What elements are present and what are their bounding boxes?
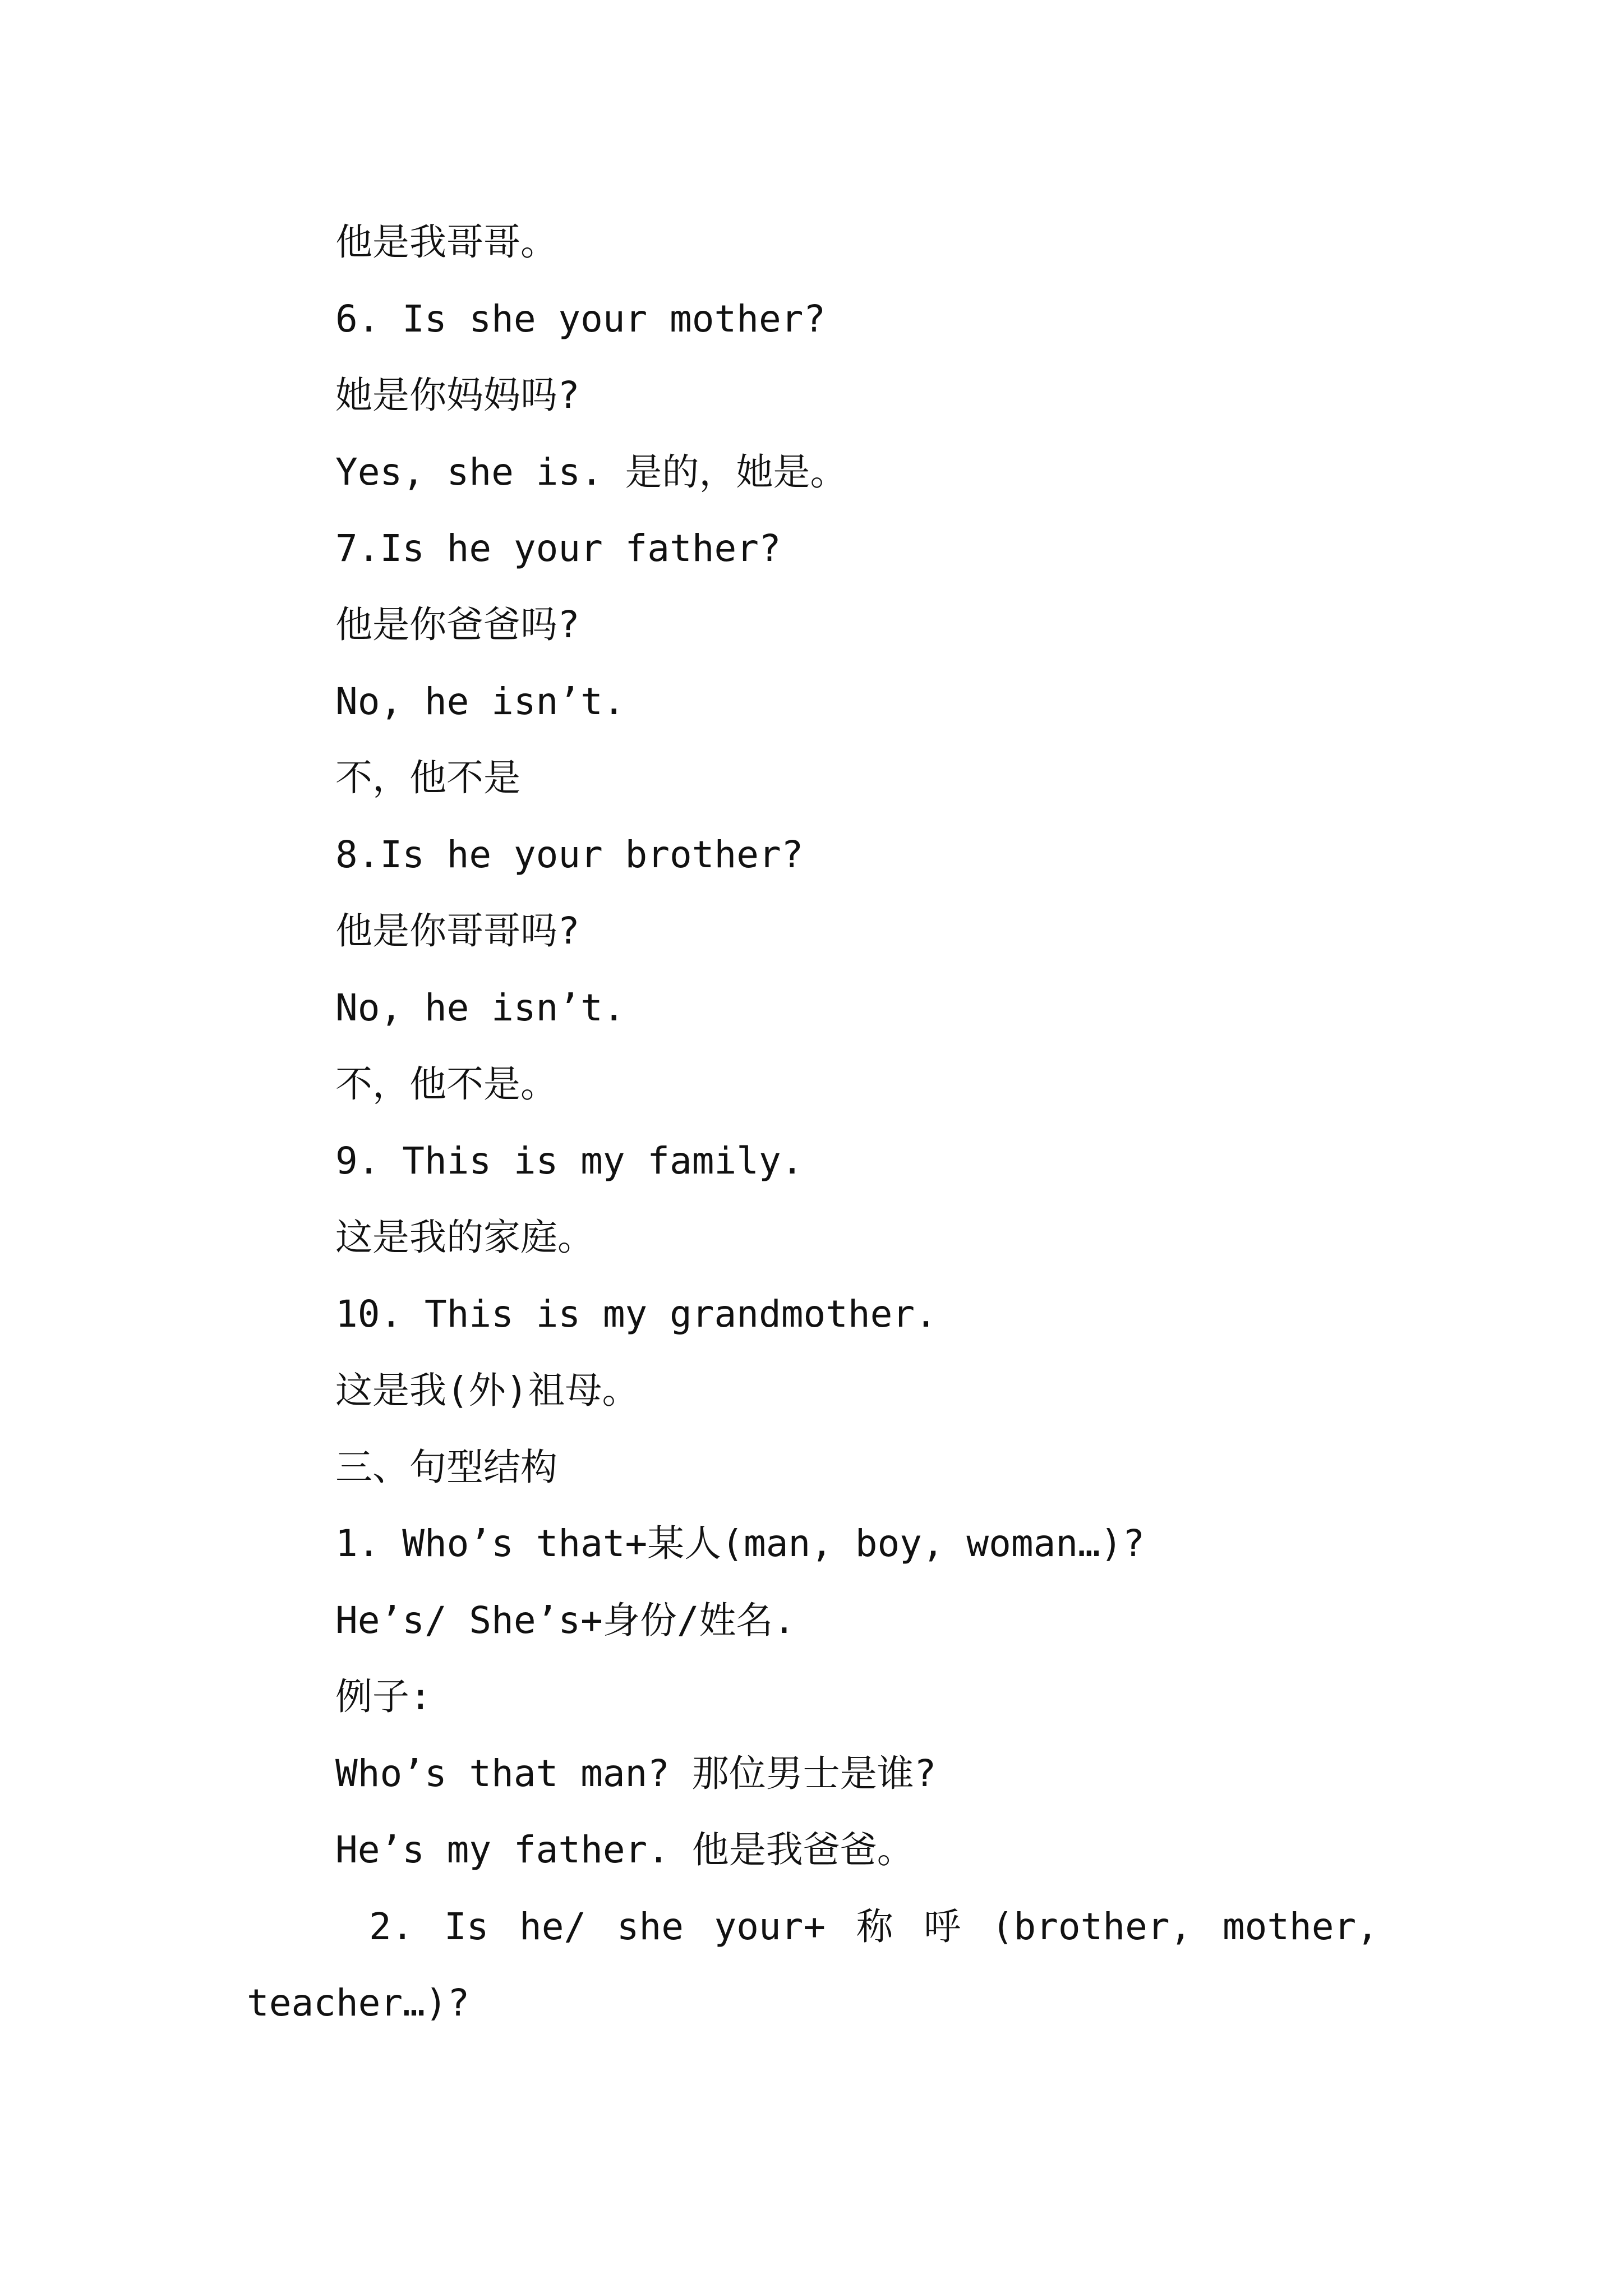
text-line: 6. Is she your mother? — [335, 297, 826, 341]
text-line: 这是我(外)祖母。 — [335, 1369, 639, 1412]
text-word: he/ — [519, 1905, 587, 1948]
text-word: 2. — [369, 1905, 414, 1948]
text-line: 他是你哥哥吗? — [335, 909, 580, 953]
text-line: 这是我的家庭。 — [335, 1216, 594, 1259]
justified-text-line — [369, 1902, 1378, 1952]
text-word: 呼 — [924, 1905, 961, 1948]
text-line: No, he isn’t. — [335, 680, 625, 723]
text-line-continuation: teacher…)? — [247, 1981, 470, 2024]
text-line: 10. This is my grandmother. — [335, 1292, 937, 1336]
text-line: 8.Is he your brother? — [335, 833, 804, 876]
text-line: 例子: — [335, 1675, 432, 1718]
text-word: Is — [444, 1905, 489, 1948]
text-word: your+ — [714, 1905, 826, 1948]
text-word: she — [616, 1905, 684, 1948]
text-line: 1. Who’s that+某人(man, boy, woman…)? — [335, 1522, 1145, 1565]
text-line: 他是你爸爸吗? — [335, 603, 580, 646]
text-line: He’s my father. 他是我爸爸。 — [335, 1828, 914, 1871]
text-line: 9. This is my family. — [335, 1139, 804, 1182]
text-line: He’s/ She’s+身份/姓名. — [335, 1599, 796, 1642]
text-word: mother, — [1222, 1905, 1378, 1948]
text-word: (brother, — [991, 1905, 1192, 1948]
text-word: 称 — [856, 1905, 893, 1948]
text-line: 不，他不是。 — [335, 1062, 557, 1106]
text-line: 她是你妈妈吗? — [335, 374, 580, 417]
section-heading: 三、句型结构 — [335, 1446, 557, 1489]
text-line: No, he isn’t. — [335, 986, 625, 1029]
text-line: 不，他不是 — [335, 756, 520, 799]
text-line: 7.Is he your father? — [335, 527, 781, 570]
text-line: Yes, she is. 是的，她是。 — [335, 450, 847, 494]
text-line: Who’s that man? 那位男士是谁? — [335, 1752, 937, 1795]
text-line: 他是我哥哥。 — [335, 220, 557, 264]
